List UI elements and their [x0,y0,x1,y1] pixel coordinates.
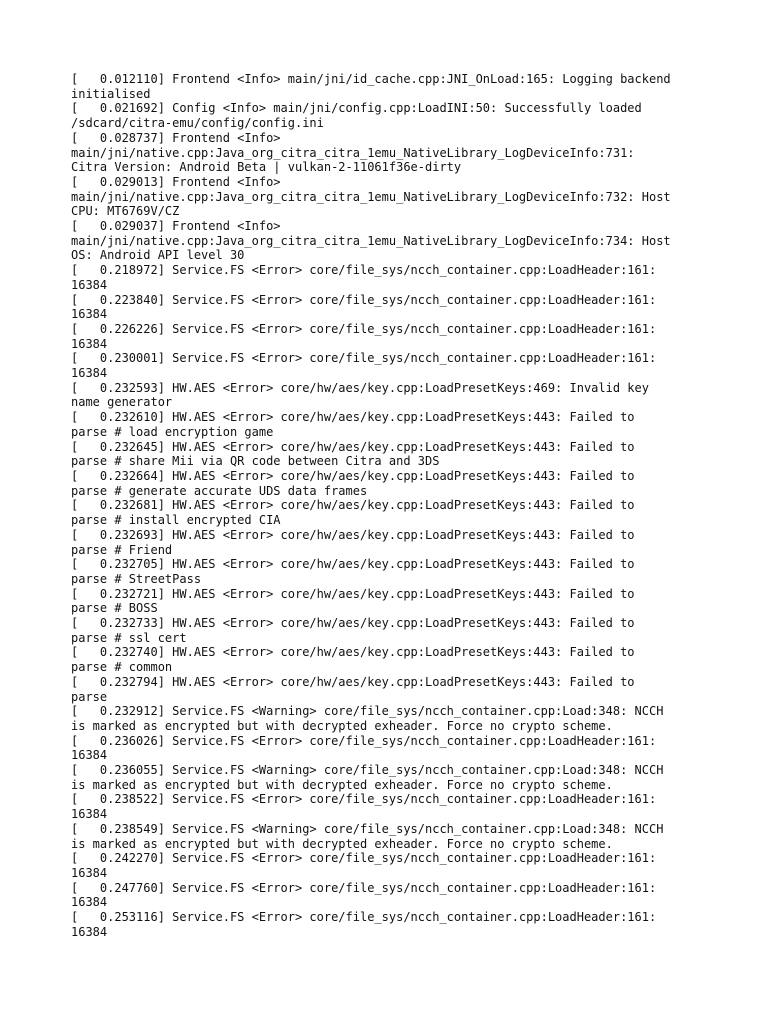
log-page [71,72,711,939]
log-entry: [ 0.218972] Service.FS <Error> core/file_sys/ncch_container.cpp:LoadHeader:161: 16384 [71,263,657,292]
log-entry: [ 0.238522] Service.FS <Error> core/file_sys/ncch_container.cpp:LoadHeader:161: 16384 [71,792,657,822]
log-entry: [ 0.232733] HW.AES <Error> core/hw/aes/key.cpp:LoadPresetKeys:443: Failed to parse # ssl cert [71,616,635,645]
log-entry: [ 0.012110] Frontend <Info> main/jni/id_cache.cpp:JNI_OnLoad:165: Logging backend initialised [71,72,671,101]
log-entry: [ 0.236055] Service.FS <Warning> core/file_sys/ncch_container.cpp:Load:348: NCCH is marked as encrypted but with decrypted exheader. Force no crypto scheme. [71,763,664,792]
log-entry: [ 0.232740] HW.AES <Error> core/hw/aes/key.cpp:LoadPresetKeys:443: Failed to parse # common [71,645,635,675]
log-entry: [ 0.232610] HW.AES <Error> core/hw/aes/key.cpp:LoadPresetKeys:443: Failed to parse # load encryption game [71,410,635,439]
log-entry: [ 0.230001] Service.FS <Error> core/file_sys/ncch_container.cpp:LoadHeader:161: 16384 [71,351,657,381]
log-entry: [ 0.232681] HW.AES <Error> core/hw/aes/key.cpp:LoadPresetKeys:443: Failed to parse # install encrypted CIA [71,498,635,528]
log-entry: [ 0.232912] Service.FS <Warning> core/file_sys/ncch_container.cpp:Load:348: NCCH is marked as encrypted but with decrypted exheader. Force no crypto scheme. [71,704,664,733]
log-entry: [ 0.226226] Service.FS <Error> core/file_sys/ncch_container.cpp:LoadHeader:161: 16384 [71,321,657,351]
log-entry: [ 0.223840] Service.FS <Error> core/file_sys/ncch_container.cpp:LoadHeader:161: 16384 [71,292,657,322]
log-entry: [ 0.029013] Frontend <Info> main/jni/native.cpp:Java_org_citra_citra_1emu_NativeLibrary_LogDeviceInfo:732: Host CPU: MT6769V/CZ [71,174,671,219]
log-entry: [ 0.253116] Service.FS <Error> core/file_sys/ncch_container.cpp:LoadHeader:161: 16384 [71,910,657,939]
log-entry: [ 0.236026] Service.FS <Error> core/file_sys/ncch_container.cpp:LoadHeader:161: 16384 [71,733,657,763]
log-entry: [ 0.021692] Config <Info> main/jni/config.cpp:LoadINI:50: Successfully loaded /sdcard/citra-emu/config/config.ini [71,101,642,131]
log-entry: [ 0.232664] HW.AES <Error> core/hw/aes/key.cpp:LoadPresetKeys:443: Failed to parse # generate accurate UDS data frames [71,468,635,498]
log-entry: [ 0.242270] Service.FS <Error> core/file_sys/ncch_container.cpp:LoadHeader:161: 16384 [71,851,657,880]
log-entry: [ 0.238549] Service.FS <Warning> core/file_sys/ncch_container.cpp:Load:348: NCCH is marked as encrypted but with decrypted exheader. Force no crypto scheme. [71,821,664,851]
log-entry: [ 0.247760] Service.FS <Error> core/file_sys/ncch_container.cpp:LoadHeader:161: 16384 [71,880,657,910]
log-entry: [ 0.232593] HW.AES <Error> core/hw/aes/key.cpp:LoadPresetKeys:469: Invalid key name generator [71,380,649,410]
log-entry: [ 0.029037] Frontend <Info> main/jni/native.cpp:Java_org_citra_citra_1emu_NativeLibrary_LogDeviceInfo:734: Host OS: Android API level 30 [71,219,671,263]
log-entry: [ 0.232705] HW.AES <Error> core/hw/aes/key.cpp:LoadPresetKeys:443: Failed to parse # StreetPass [71,557,635,586]
log-entry: [ 0.232645] HW.AES <Error> core/hw/aes/key.cpp:LoadPresetKeys:443: Failed to parse # share Mii via QR code between Citra and 3DS [71,439,635,469]
log-entry: [ 0.232721] HW.AES <Error> core/hw/aes/key.cpp:LoadPresetKeys:443: Failed to parse # BOSS [71,586,635,616]
log-entry: [ 0.028737] Frontend <Info> main/jni/native.cpp:Java_org_citra_citra_1emu_NativeLibrary_LogDeviceInfo:731: Citra Version: Android Beta | vulkan-2-11061f36e-dirty [71,130,635,175]
log-entry: [ 0.232693] HW.AES <Error> core/hw/aes/key.cpp:LoadPresetKeys:443: Failed to parse # Friend [71,527,635,557]
log-entry: [ 0.232794] HW.AES <Error> core/hw/aes/key.cpp:LoadPresetKeys:443: Failed to parse [71,674,635,704]
